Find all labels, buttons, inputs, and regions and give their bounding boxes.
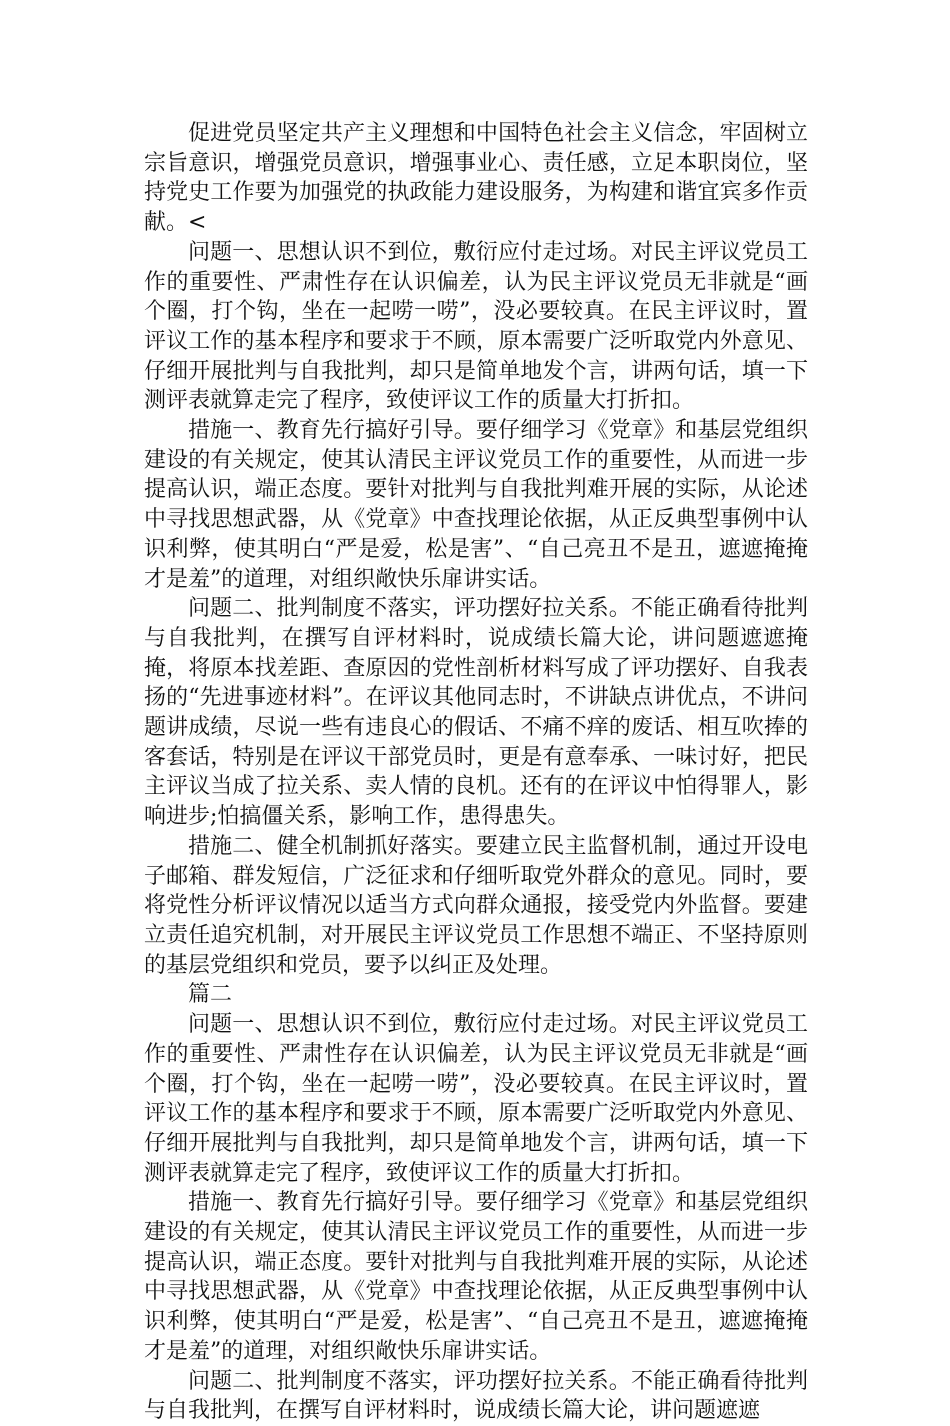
paragraph-measure-two: 措施二、健全机制抓好落实。要建立民主监督机制，通过开设电子邮箱、群发短信，广泛征求和仔细听取党外群众的意见。同时，要将党性分析评议情况以适当方式向群众通报，接受党内外监督。要建立责任追究机制，对开展民主评议党员工作思想不端正、不坚持原则的基层党组织和党员，要予以纠正及处理。 xyxy=(144,833,808,978)
paragraph-intro: 促进党员坚定共产主义理想和中国特色社会主义信念，牢固树立宗旨意识，增强党员意识，增强事业心、责任感，立足本职岗位，坚持党史工作要为加强党的执政能力建设服务，为构建和谐宜宾多作贡献。< xyxy=(144,121,808,236)
paragraph-measure-one-repeat: 措施一、教育先行搞好引导。要仔细学习《党章》和基层党组织建设的有关规定，使其认清民主评议党员工作的重要性，从而进一步提高认识，端正态度。要针对批判与自我批判难开展的实际，从论述中寻找思想武器，从《党章》中查找理论依据，从正反典型事例中认识利弊，使其明白“严是爱，松是害”、“自己亮丑不是丑，遮遮掩掩才是羞”的道理，对组织敞快乐扉讲实话。 xyxy=(144,1190,808,1364)
section-heading: 篇二 xyxy=(188,982,233,1008)
paragraph-problem-two: 问题二、批判制度不落实，评功摆好拉关系。不能正确看待批判与自我批判，在撰写自评材料时，说成绩长篇大论，讲问题遮遮掩掩，将原本找差距、查原因的党性剖析材料写成了评功摆好、自我表扬的“先进事迹材料”。在评议其他同志时，不讲缺点讲优点，不讲问题讲成绩，尽说一些有违良心的假话、不痛不痒的废话、相互吹捧的客套话，特别是在评议干部党员时，更是有意奉承、一味讨好，把民主评议当成了拉关系、卖人情的良机。还有的在评议中怕得罪人，影响进步;怕搞僵关系，影响工作，患得患失。 xyxy=(144,596,808,830)
paragraph-problem-one: 问题一、思想认识不到位，敷衍应付走过场。对民主评议党员工作的重要性、严肃性存在认识偏差，认为民主评议党员无非就是“画个圈，打个钩，坐在一起唠一唠”，没必要较真。在民主评议时，置评议工作的基本程序和要求于不顾，原本需要广泛听取党内外意见、仔细开展批判与自我批判，却只是简单地发个言，讲两句话，填一下测评表就算走完了程序，致使评议工作的质量大打折扣。 xyxy=(144,239,808,414)
document-body xyxy=(144,119,808,1426)
paragraph-measure-one: 措施一、教育先行搞好引导。要仔细学习《党章》和基层党组织建设的有关规定，使其认清民主评议党员工作的重要性，从而进一步提高认识，端正态度。要针对批判与自我批判难开展的实际，从论述中寻找思想武器，从《党章》中查找理论依据，从正反典型事例中认识利弊，使其明白“严是爱，松是害”、“自己亮丑不是丑，遮遮掩掩才是羞”的道理，对组织敞快乐扉讲实话。 xyxy=(144,418,808,592)
paragraph-problem-two-repeat: 问题二、批判制度不落实，评功摆好拉关系。不能正确看待批判与自我批判，在撰写自评材料时，说成绩长篇大论，讲问题遮遮 xyxy=(144,1368,808,1424)
paragraph-problem-one-repeat: 问题一、思想认识不到位，敷衍应付走过场。对民主评议党员工作的重要性、严肃性存在认识偏差，认为民主评议党员无非就是“画个圈，打个钩，坐在一起唠一唠”，没必要较真。在民主评议时，置评议工作的基本程序和要求于不顾，原本需要广泛听取党内外意见、仔细开展批判与自我批判，却只是简单地发个言，讲两句话，填一下测评表就算走完了程序，致使评议工作的质量大打折扣。 xyxy=(144,1012,808,1186)
